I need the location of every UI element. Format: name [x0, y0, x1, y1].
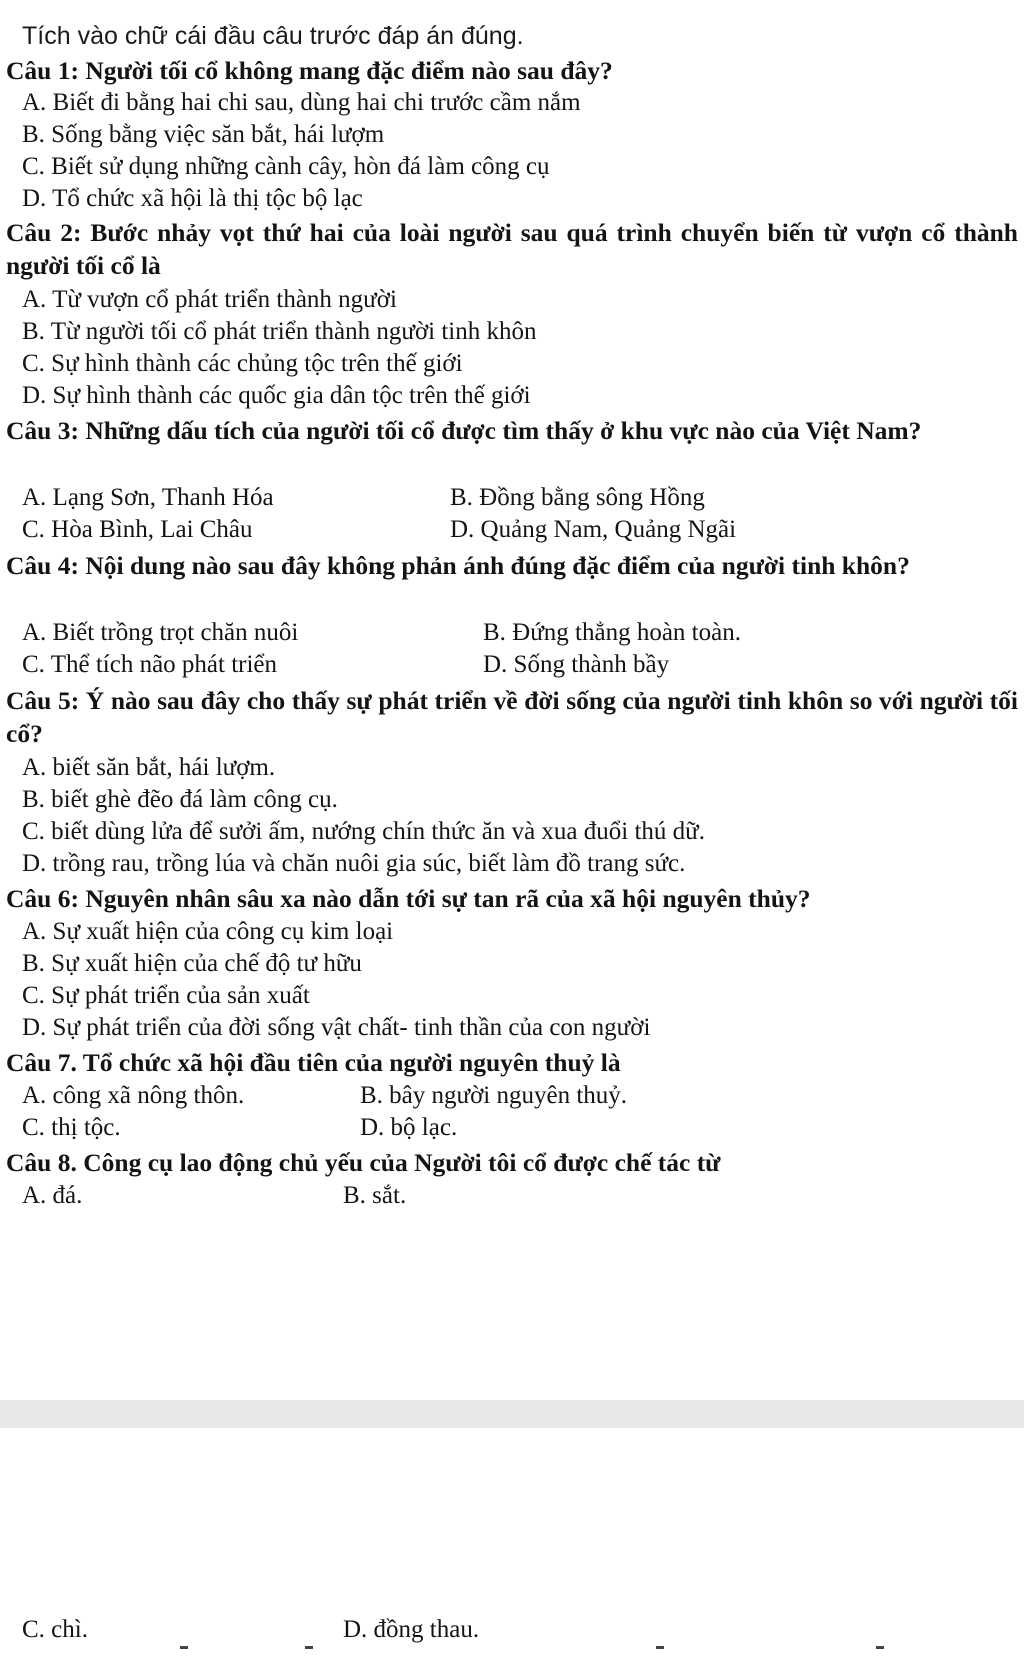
q6-option-a[interactable]: A. Sự xuất hiện của công cụ kim loại: [22, 918, 394, 945]
q7-option-a[interactable]: A. công xã nông thôn.: [22, 1082, 245, 1109]
question-1: Câu 1: Người tối cổ không mang đặc điểm nào sau đây?: [6, 56, 613, 85]
q2-option-d[interactable]: D. Sự hình thành các quốc gia dân tộc trên thế giới: [22, 382, 531, 409]
instruction: Tích vào chữ cái đầu câu trước đáp án đúng.: [22, 22, 524, 50]
q7-option-d[interactable]: D. bộ lạc.: [360, 1114, 458, 1141]
q7-option-b[interactable]: B. bây người nguyên thuỷ.: [360, 1082, 628, 1109]
q1-option-a[interactable]: A. Biết đi bằng hai chi sau, dùng hai chi trước cầm nắm: [22, 89, 581, 116]
q3-option-d[interactable]: D. Quảng Nam, Quảng Ngãi: [450, 516, 737, 543]
q5-option-d[interactable]: D. trồng rau, trồng lúa và chăn nuôi gia súc, biết làm đồ trang sức.: [22, 850, 686, 877]
question-5: Câu 5: Ý nào sau đây cho thấy sự phát triển về đời sống của người tinh khôn so với người tối cổ?: [6, 686, 1018, 748]
q2-option-b[interactable]: B. Từ người tối cổ phát triển thành người tinh khôn: [22, 318, 537, 345]
q6-option-d[interactable]: D. Sự phát triển của đời sống vật chất- tinh thần của con người: [22, 1014, 651, 1041]
q2-option-a[interactable]: A. Từ vượn cổ phát triển thành người: [22, 286, 397, 313]
q2-option-c[interactable]: C. Sự hình thành các chủng tộc trên thế giới: [22, 350, 463, 377]
question-8: Câu 8. Công cụ lao động chủ yếu của Người tôi cổ được chế tác từ: [6, 1148, 721, 1177]
q4-option-b[interactable]: B. Đứng thẳng hoàn toàn.: [483, 619, 741, 646]
page-break-band: [0, 1400, 1024, 1428]
q6-option-c[interactable]: C. Sự phát triển của sản xuất: [22, 982, 310, 1009]
q4-option-a[interactable]: A. Biết trồng trọt chăn nuôi: [22, 619, 299, 646]
q5-option-a[interactable]: A. biết săn bắt, hái lượm.: [22, 754, 276, 781]
q7-option-c[interactable]: C. thị tộc.: [22, 1114, 121, 1141]
q4-option-d[interactable]: D. Sống thành bầy: [483, 651, 670, 678]
question-4: Câu 4: Nội dung nào sau đây không phản ánh đúng đặc điểm của người tinh khôn?: [6, 551, 910, 580]
q8-option-d[interactable]: D. đồng thau.: [343, 1616, 480, 1643]
question-2: Câu 2: Bước nhảy vọt thứ hai của loài người sau quá trình chuyển biến từ vượn cổ thành người tối cổ là: [6, 218, 1018, 280]
q8-option-b[interactable]: B. sắt.: [343, 1182, 407, 1209]
question-3: Câu 3: Những dấu tích của người tối cổ được tìm thấy ở khu vực nào của Việt Nam?: [6, 416, 922, 445]
question-6: Câu 6: Nguyên nhân sâu xa nào dẫn tới sự tan rã của xã hội nguyên thủy?: [6, 884, 811, 913]
q1-option-d[interactable]: D. Tổ chức xã hội là thị tộc bộ lạc: [22, 185, 363, 212]
cropped-next-line: [0, 1646, 1024, 1656]
q1-option-c[interactable]: C. Biết sử dụng những cành cây, hòn đá làm công cụ: [22, 153, 550, 180]
q8-option-c[interactable]: C. chì.: [22, 1616, 88, 1643]
q3-option-a[interactable]: A. Lạng Sơn, Thanh Hóa: [22, 484, 274, 511]
q8-option-a[interactable]: A. đá.: [22, 1182, 83, 1209]
q5-option-b[interactable]: B. biết ghè đẽo đá làm công cụ.: [22, 786, 338, 813]
question-7: Câu 7. Tổ chức xã hội đầu tiên của người nguyên thuỷ là: [6, 1048, 621, 1077]
q6-option-b[interactable]: B. Sự xuất hiện của chế độ tư hữu: [22, 950, 362, 977]
q5-option-c[interactable]: C. biết dùng lửa để sưởi ấm, nướng chín thức ăn và xua đuổi thú dữ.: [22, 818, 705, 845]
q4-option-c[interactable]: C. Thể tích não phát triển: [22, 651, 278, 678]
q3-option-b[interactable]: B. Đồng bằng sông Hồng: [450, 484, 705, 511]
q1-option-b[interactable]: B. Sống bằng việc săn bắt, hái lượm: [22, 121, 385, 148]
q3-option-c[interactable]: C. Hòa Bình, Lai Châu: [22, 516, 253, 543]
